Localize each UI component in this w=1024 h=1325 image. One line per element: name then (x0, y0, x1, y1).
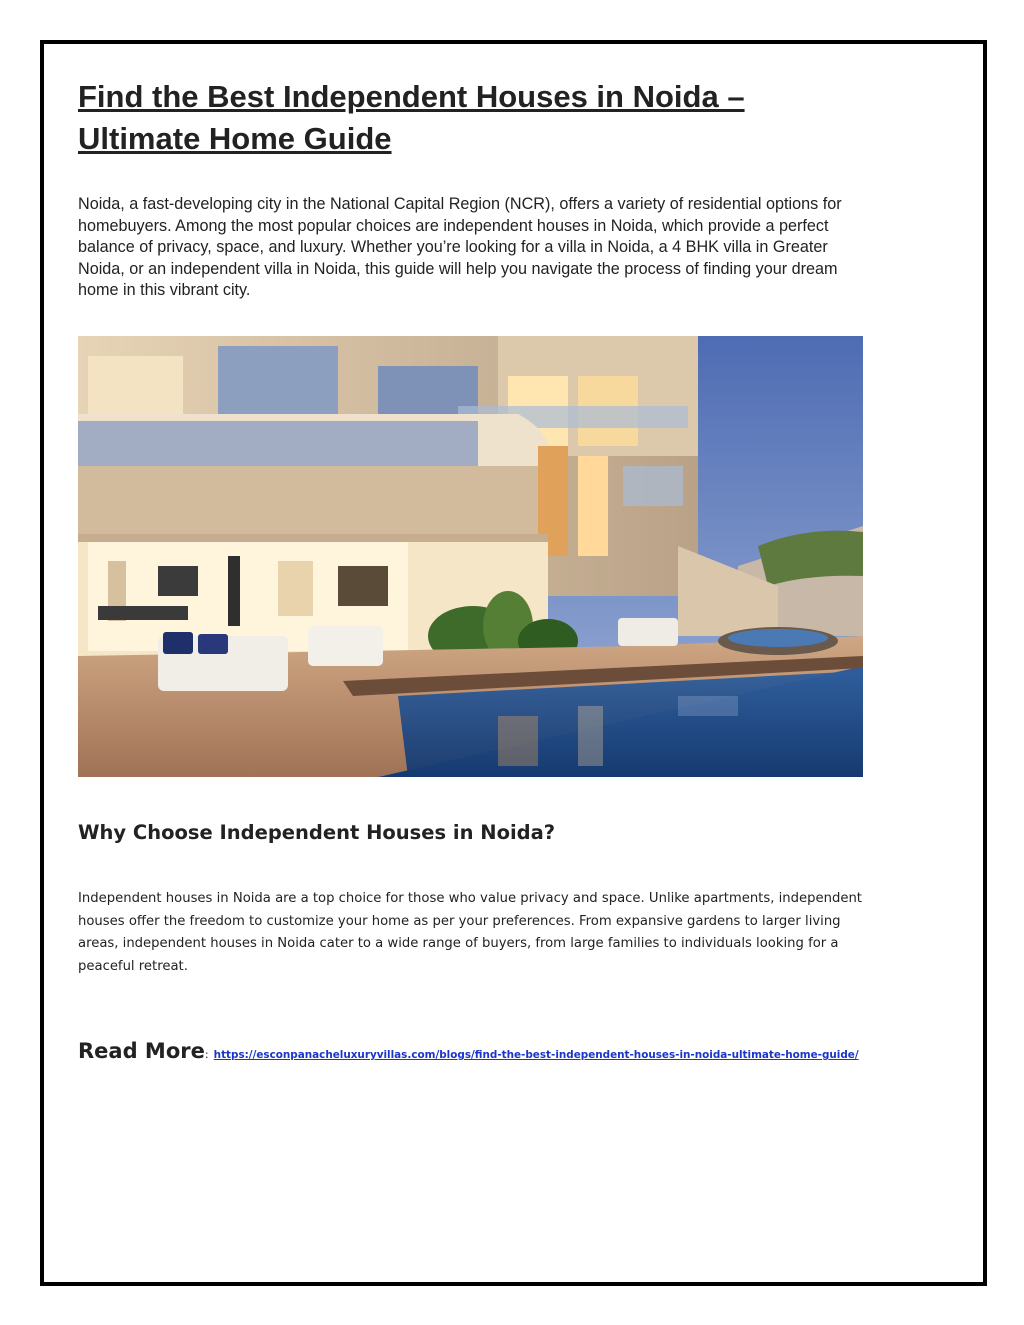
intro-paragraph: Noida, a fast-developing city in the National Capital Region (NCR), offers a variety of residential options for homebuyers. Among the most popular choices are independent houses in Noida, which provide a perfect balance of privacy, space, and luxury. Whether you’re looking for a villa in Noida, a 4 BHK villa in Greater Noida, or an independent villa in Noida, this guide will help you navigate the process of finding your dream home in this vibrant city. (78, 195, 842, 300)
page-title: Find the Best Independent Houses in Noida – Ultimate Home Guide (78, 79, 745, 156)
read-more-link[interactable]: https://esconpanacheluxuryvillas.com/blogs/find-the-best-independent-houses-in-noida-ultimate-home-guide/ (213, 1049, 859, 1061)
villa-photo (78, 336, 863, 777)
read-more-label: Read More (78, 1039, 205, 1063)
section-body: Independent houses in Noida are a top choice for those who value privacy and space. Unlike apartments, independent houses offer the freedom to customize your home as per your preferences. From expansive gardens to larger living areas, independent houses in Noida cater to a wide range of buyers, from large families to individuals looking for a peaceful retreat. (78, 891, 862, 974)
section-heading: Why Choose Independent Houses in Noida? (78, 821, 556, 844)
read-more-line (78, 1039, 918, 1063)
read-more-separator: : (204, 1048, 209, 1061)
